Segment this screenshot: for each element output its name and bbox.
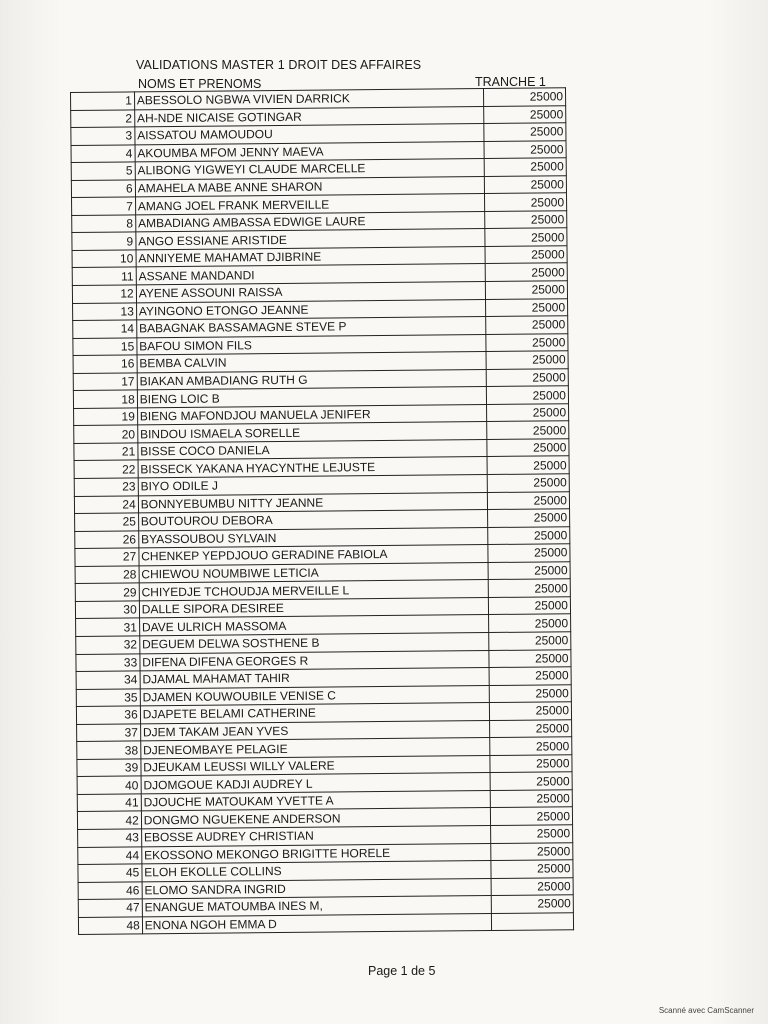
student-name: DJENEOMBAYE PELAGIE <box>140 738 489 759</box>
tranche-amount: 25000 <box>483 88 565 106</box>
student-name: AKOUMBA MFOM JENNY MAEVA <box>135 141 484 162</box>
tranche-amount: 25000 <box>490 807 572 825</box>
student-name: DJAMEN KOUWOUBILE VENISE C <box>140 685 489 706</box>
student-name: EKOSSONO MEKONGO BRIGITTE HORELE <box>142 843 491 864</box>
tranche-amount: 25000 <box>488 579 570 597</box>
tranche-amount: 25000 <box>487 456 569 474</box>
validations-table-wrapper <box>70 87 578 954</box>
row-number: 7 <box>72 197 136 215</box>
tranche-amount: 25000 <box>485 228 567 246</box>
row-number: 41 <box>77 794 141 812</box>
tranche-amount: 25000 <box>488 597 570 615</box>
student-name: CHIEWOU NOUMBIWE LETICIA <box>139 562 488 583</box>
tranche-amount: 25000 <box>490 719 572 737</box>
row-number: 40 <box>77 776 141 794</box>
row-number: 16 <box>73 355 137 373</box>
student-name: DJOUCHE MATOUKAM YVETTE A <box>141 790 490 811</box>
row-number: 21 <box>74 443 138 461</box>
student-name: BEMBA CALVIN <box>137 352 486 373</box>
column-header-names: NOMS ET PRENOMS <box>138 77 262 91</box>
tranche-amount: 25000 <box>489 632 571 650</box>
tranche-amount: 25000 <box>484 123 566 141</box>
table-row <box>78 912 573 934</box>
student-name: AMBADIANG AMBASSA EDWIGE LAURE <box>135 211 484 232</box>
tranche-amount: 25000 <box>489 649 571 667</box>
document-title: VALIDATIONS MASTER 1 DROIT DES AFFAIRES <box>136 58 422 72</box>
tranche-amount: 25000 <box>487 474 569 492</box>
tranche-amount: 25000 <box>490 737 572 755</box>
row-number: 29 <box>75 583 139 601</box>
tranche-amount: 25000 <box>491 860 573 878</box>
row-number: 10 <box>72 250 136 268</box>
row-number: 34 <box>76 671 140 689</box>
row-number: 12 <box>72 285 136 303</box>
row-number: 19 <box>74 408 138 426</box>
row-number: 17 <box>73 373 137 391</box>
tranche-amount: 25000 <box>488 561 570 579</box>
student-name: AH-NDE NICAISE GOTINGAR <box>134 106 483 127</box>
tranche-amount: 25000 <box>486 368 568 386</box>
tranche-amount: 25000 <box>484 105 566 123</box>
row-number: 33 <box>76 653 140 671</box>
row-number: 18 <box>73 390 137 408</box>
column-header-tranche: TRANCHE 1 <box>475 75 546 89</box>
row-number: 24 <box>74 495 138 513</box>
row-number: 1 <box>71 92 135 110</box>
row-number: 6 <box>71 180 135 198</box>
tranche-amount: 25000 <box>487 491 569 509</box>
row-number: 32 <box>76 636 140 654</box>
tranche-amount: 25000 <box>487 421 569 439</box>
row-number: 15 <box>73 338 137 356</box>
row-number: 36 <box>76 706 140 724</box>
tranche-amount: 25000 <box>486 351 568 369</box>
row-number: 28 <box>75 566 139 584</box>
validations-table <box>70 87 574 935</box>
student-name: DJEM TAKAM JEAN YVES <box>140 720 489 741</box>
row-number: 45 <box>78 864 142 882</box>
student-name: ENANGUE MATOUMBA INES M, <box>142 896 491 917</box>
student-name: DJOMGOUE KADJI AUDREY L <box>141 773 490 794</box>
row-number: 46 <box>78 881 142 899</box>
table-body <box>71 88 574 935</box>
student-name: DJAPETE BELAMI CATHERINE <box>140 703 489 724</box>
row-number: 48 <box>78 917 142 935</box>
student-name: ALIBONG YIGWEYI CLAUDE MARCELLE <box>135 159 484 180</box>
student-name: BYASSOUBOU SYLVAIN <box>138 527 487 548</box>
row-number: 42 <box>77 811 141 829</box>
student-name: AYENE ASSOUNI RAISSA <box>136 282 485 303</box>
row-number: 20 <box>74 425 138 443</box>
row-number: 31 <box>76 618 140 636</box>
student-name: BABAGNAK BASSAMAGNE STEVE P <box>136 317 485 338</box>
tranche-amount: 25000 <box>484 140 566 158</box>
row-number: 23 <box>74 478 138 496</box>
tranche-amount: 25000 <box>489 614 571 632</box>
row-number: 3 <box>71 127 135 145</box>
student-name: EBOSSE AUDREY CHRISTIAN <box>141 825 490 846</box>
tranche-amount: 25000 <box>486 316 568 334</box>
tranche-amount: 25000 <box>485 281 567 299</box>
row-number: 27 <box>75 548 139 566</box>
row-number: 13 <box>73 302 137 320</box>
row-number: 11 <box>72 267 136 285</box>
student-name: BISSE COCO DANIELA <box>138 439 487 460</box>
student-name: ENONA NGOH EMMA D <box>142 913 491 934</box>
student-name: DEGUEM DELWA SOSTHENE B <box>139 632 488 653</box>
student-name: DJEUKAM LEUSSI WILLY VALERE <box>141 755 490 776</box>
tranche-amount: 25000 <box>484 158 566 176</box>
tranche-amount: 25000 <box>487 439 569 457</box>
row-number: 22 <box>74 460 138 478</box>
tranche-amount <box>491 912 573 930</box>
page-number: Page 1 de 5 <box>368 964 436 978</box>
student-name: BIENG MAFONDJOU MANUELA JENIFER <box>137 404 486 425</box>
student-name: AYINGONO ETONGO JEANNE <box>136 299 485 320</box>
student-name: BAFOU SIMON FILS <box>137 334 486 355</box>
tranche-amount: 25000 <box>488 509 570 527</box>
student-name: ELOMO SANDRA INGRID <box>142 878 491 899</box>
student-name: BOUTOUROU DEBORA <box>138 510 487 531</box>
tranche-amount: 25000 <box>489 702 571 720</box>
row-number: 8 <box>72 215 136 233</box>
row-number: 47 <box>78 899 142 917</box>
tranche-amount: 25000 <box>488 544 570 562</box>
tranche-amount: 25000 <box>491 895 573 913</box>
student-name: ASSANE MANDANDI <box>136 264 485 285</box>
row-number: 14 <box>73 320 137 338</box>
tranche-amount: 25000 <box>484 193 566 211</box>
student-name: ELOH EKOLLE COLLINS <box>142 861 491 882</box>
student-name: DALLE SIPORA DESIREE <box>139 597 488 618</box>
student-name: ANNIYEME MAHAMAT DJIBRINE <box>136 246 485 267</box>
row-number: 25 <box>75 513 139 531</box>
row-number: 5 <box>71 162 135 180</box>
row-number: 39 <box>77 759 141 777</box>
row-number: 37 <box>77 724 141 742</box>
tranche-amount: 25000 <box>486 386 568 404</box>
row-number: 43 <box>78 829 142 847</box>
tranche-amount: 25000 <box>489 667 571 685</box>
student-name: DAVE ULRICH MASSOMA <box>139 615 488 636</box>
student-name: BIYO ODILE J <box>138 475 487 496</box>
student-name: DJAMAL MAHAMAT TAHIR <box>140 668 489 689</box>
tranche-amount: 25000 <box>487 404 569 422</box>
row-number: 4 <box>71 145 135 163</box>
row-number: 35 <box>76 688 140 706</box>
row-number: 2 <box>71 109 135 127</box>
tranche-amount: 25000 <box>488 526 570 544</box>
row-number: 26 <box>75 531 139 549</box>
student-name: CHIYEDJE TCHOUDJA MERVEILLE L <box>139 580 488 601</box>
tranche-amount: 25000 <box>489 684 571 702</box>
tranche-amount: 25000 <box>490 790 572 808</box>
tranche-amount: 25000 <box>485 211 567 229</box>
tranche-amount: 25000 <box>484 175 566 193</box>
student-name: AMANG JOEL FRANK MERVEILLE <box>135 194 484 215</box>
tranche-amount: 25000 <box>485 298 567 316</box>
scanner-watermark: Scanné avec CamScanner <box>658 1006 754 1015</box>
student-name: BONNYEBUMBU NITTY JEANNE <box>138 492 487 513</box>
tranche-amount: 25000 <box>491 825 573 843</box>
student-name: DONGMO NGUEKENE ANDERSON <box>141 808 490 829</box>
tranche-amount: 25000 <box>491 877 573 895</box>
tranche-amount: 25000 <box>490 754 572 772</box>
student-name: BISSECK YAKANA HYACYNTHE LEJUSTE <box>138 457 487 478</box>
tranche-amount: 25000 <box>490 772 572 790</box>
student-name: CHENKEP YEPDJOUO GERADINE FABIOLA <box>139 545 488 566</box>
row-number: 9 <box>72 232 136 250</box>
row-number: 30 <box>75 601 139 619</box>
student-name: AISSATOU MAMOUDOU <box>135 124 484 145</box>
student-name: BINDOU ISMAELA SORELLE <box>137 422 486 443</box>
tranche-amount: 25000 <box>485 246 567 264</box>
row-number: 44 <box>78 846 142 864</box>
student-name: ABESSOLO NGBWA VIVIEN DARRICK <box>134 89 483 110</box>
student-name: BIENG LOIC B <box>137 387 486 408</box>
tranche-amount: 25000 <box>486 333 568 351</box>
tranche-amount: 25000 <box>491 842 573 860</box>
row-number: 38 <box>77 741 141 759</box>
student-name: AMAHELA MABE ANNE SHARON <box>135 176 484 197</box>
student-name: ANGO ESSIANE ARISTIDE <box>136 229 485 250</box>
tranche-amount: 25000 <box>485 263 567 281</box>
student-name: BIAKAN AMBADIANG RUTH G <box>137 369 486 390</box>
student-name: DIFENA DIFENA GEORGES R <box>140 650 489 671</box>
